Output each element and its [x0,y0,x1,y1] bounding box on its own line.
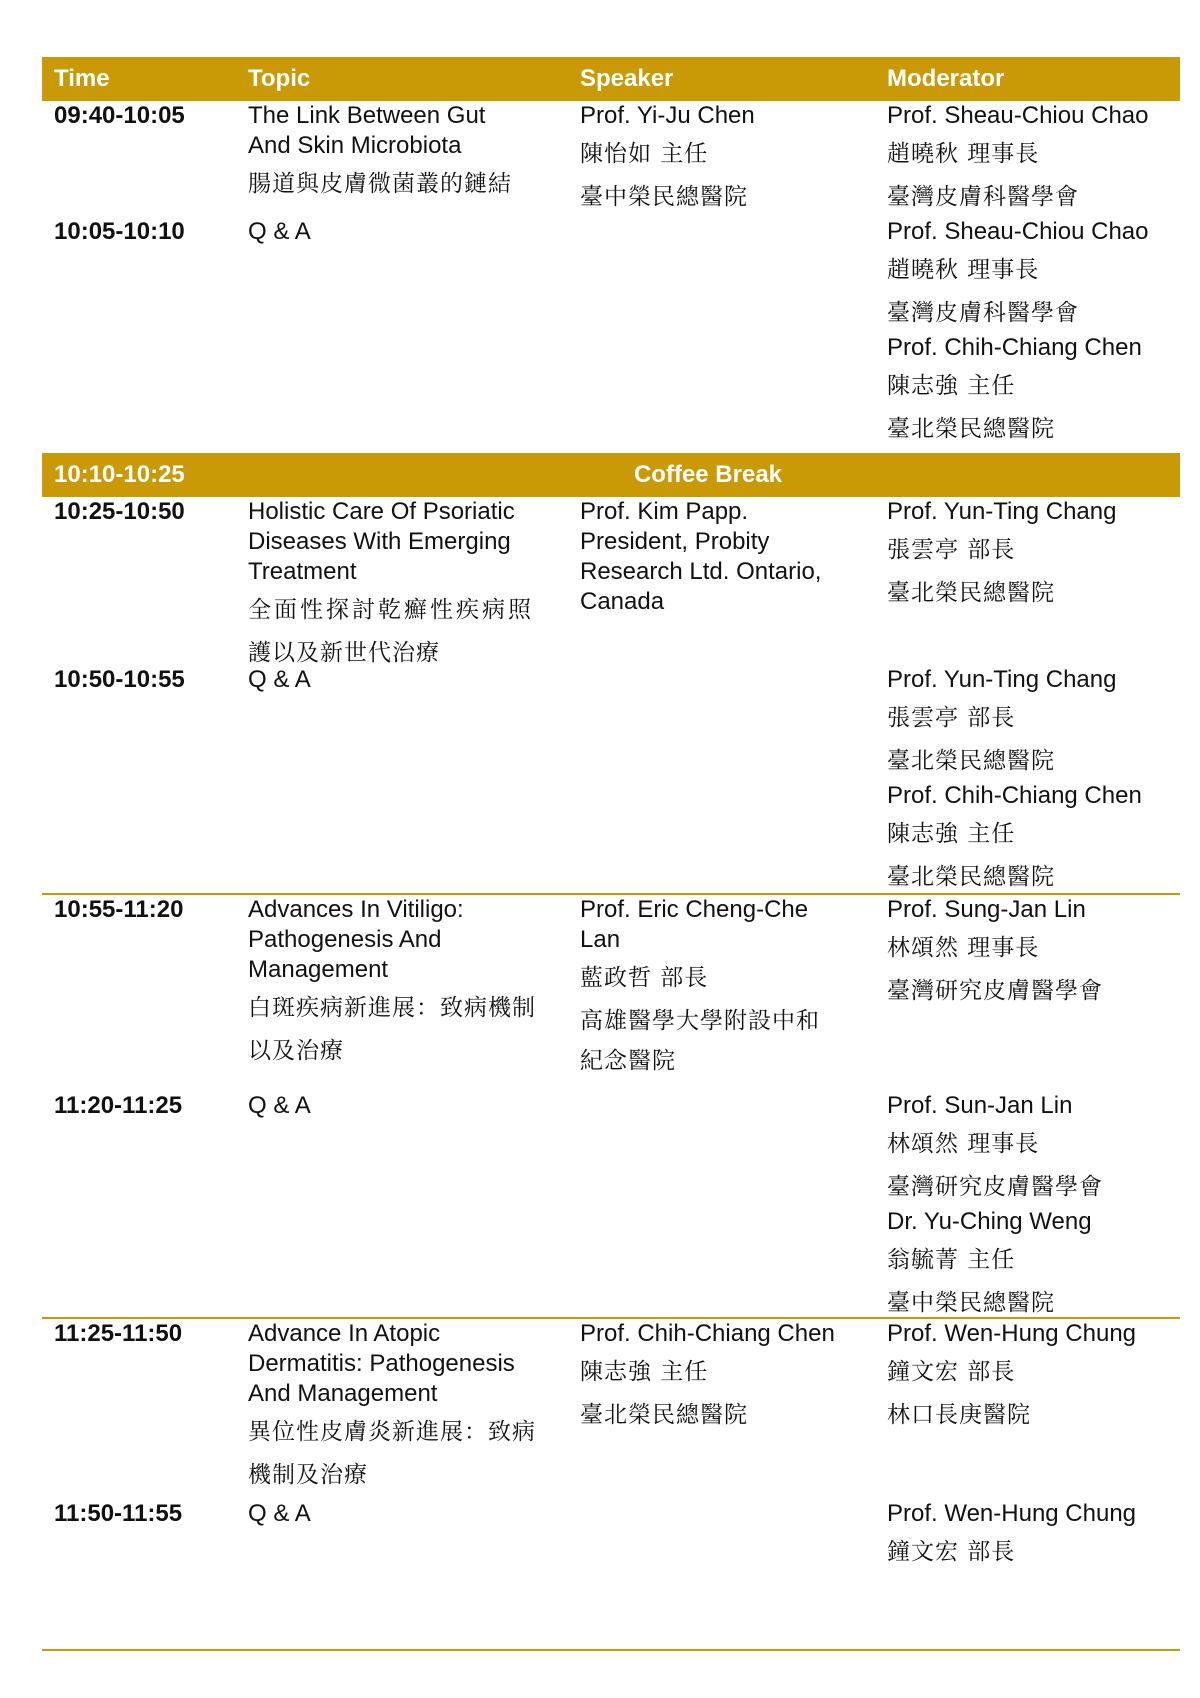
header-time: Time [54,65,110,92]
break-label: Coffee Break [633,461,783,488]
time-cell: 11:25-11:50 [54,1320,183,1347]
topic-zh-line: 白斑疾病新進展：致病機制 [248,995,536,1021]
topic-zh-line: 護以及新世代治療 [248,640,440,666]
moderator-cell [875,665,1180,897]
time-cell: 10:05-10:10 [54,218,185,245]
topic-zh-line: 全面性探討乾癬性疾病照 [248,597,534,623]
moderator-name: Prof. Chih-Chiang Chen [887,334,1142,361]
moderator-zh-line: 臺北榮民總醫院 [887,580,1055,606]
topic-line: Q & A [248,218,311,245]
moderator-zh-line: 臺北榮民總醫院 [887,864,1055,890]
topic-zh-line: 異位性皮膚炎新進展：致病 [248,1419,536,1445]
topic-line: Q & A [248,1092,311,1119]
moderator-zh-line: 鐘文宏 部長 [887,1359,1016,1385]
speaker-line: Canada [580,588,665,615]
speaker-cell [568,497,875,673]
moderator-zh-line: 臺灣皮膚科醫學會 [887,184,1079,210]
table-header [42,57,1180,101]
speaker-cell [568,895,875,1091]
moderator-cell [875,497,1180,673]
moderator-cell [875,1319,1180,1499]
table-row [42,1317,1180,1499]
time-cell: 11:50-11:55 [54,1500,183,1527]
moderator-zh-line: 林口長庚醫院 [887,1402,1031,1428]
moderator-zh-line: 臺灣研究皮膚醫學會 [887,1174,1103,1200]
table-row [42,1091,1180,1315]
header-topic: Topic [248,65,311,92]
table-bottom-rule [42,1649,1180,1651]
table-row [42,101,1180,217]
topic-cell [236,497,568,673]
speaker-line: Prof. Kim Papp. [580,498,749,525]
topic-line: Pathogenesis And [248,926,442,953]
moderator-zh-line: 趙曉秋 理事長 [887,257,1040,283]
speaker-zh-line: 高雄醫學大學附設中和 [580,1008,820,1034]
topic-line: Dermatitis: Pathogenesis [248,1350,515,1377]
moderator-zh-line: 翁毓菁 主任 [887,1247,1016,1273]
moderator-name: Dr. Yu-Ching Weng [887,1208,1092,1235]
topic-cell [236,1091,568,1323]
moderator-name: Prof. Sheau-Chiou Chao [887,218,1149,245]
moderator-cell [875,1499,1180,1579]
moderator-name: Prof. Chih-Chiang Chen [887,782,1142,809]
topic-zh-line: 腸道與皮膚微菌叢的鏈結 [248,171,512,197]
moderator-zh-line: 臺北榮民總醫院 [887,748,1055,774]
moderator-cell [875,217,1180,449]
topic-line: Holistic Care Of Psoriatic [248,498,515,525]
moderator-cell [875,895,1180,1091]
moderator-cell [875,1091,1180,1323]
topic-line: And Management [248,1380,438,1407]
time-cell: 10:55-11:20 [54,896,184,923]
topic-line: Q & A [248,1500,311,1527]
moderator-zh-line: 林頌然 理事長 [887,935,1040,961]
moderator-zh-line: 臺中榮民總醫院 [887,1290,1055,1316]
topic-line: Q & A [248,666,311,693]
moderator-zh-line: 趙曉秋 理事長 [887,141,1040,167]
time-cell: 10:50-10:55 [54,666,185,693]
topic-zh-line: 以及治療 [248,1038,344,1064]
moderator-zh-line: 臺北榮民總醫院 [887,416,1055,442]
speaker-cell [568,217,875,449]
moderator-zh-line: 張雲亭 部長 [887,537,1016,563]
speaker-cell [568,1091,875,1323]
speaker-zh-line: 紀念醫院 [580,1048,676,1074]
speaker-zh-line: 臺北榮民總醫院 [580,1402,748,1428]
moderator-zh-line: 張雲亭 部長 [887,705,1016,731]
topic-cell [236,665,568,897]
speaker-zh-line: 陳怡如 主任 [580,141,709,167]
time-cell: 10:25-10:50 [54,498,185,525]
table-row [42,497,1180,665]
break-time: 10:10-10:25 [54,461,185,488]
coffee-break-row [42,453,1180,497]
speaker-cell [568,665,875,897]
moderator-name: Prof. Wen-Hung Chung [887,1320,1137,1347]
moderator-cell [875,101,1180,217]
header-moderator: Moderator [887,65,1005,92]
speaker-name: Prof. Yi-Ju Chen [580,102,755,129]
speaker-line: Research Ltd. Ontario, [580,558,822,585]
table-row [42,1499,1180,1579]
topic-line: Advances In Vitiligo: [248,896,464,923]
moderator-zh-line: 陳志強 主任 [887,821,1016,847]
moderator-zh-line: 陳志強 主任 [887,373,1016,399]
moderator-name: Prof. Sun-Jan Lin [887,1092,1073,1119]
time-cell: 11:20-11:25 [54,1092,183,1119]
speaker-name: Prof. Chih-Chiang Chen [580,1320,835,1347]
topic-line: Advance In Atopic [248,1320,441,1347]
speaker-zh-line: 陳志強 主任 [580,1359,709,1385]
moderator-zh-line: 臺灣皮膚科醫學會 [887,300,1079,326]
speaker-line: Prof. Eric Cheng-Che [580,896,809,923]
agenda-table [42,57,1180,1579]
header-speaker: Speaker [580,65,674,92]
topic-line: The Link Between Gut [248,102,486,129]
moderator-zh-line: 鐘文宏 部長 [887,1539,1016,1565]
moderator-name: Prof. Wen-Hung Chung [887,1500,1137,1527]
moderator-name: Prof. Yun-Ting Chang [887,498,1117,525]
topic-line: And Skin Microbiota [248,132,462,159]
topic-cell [236,101,568,217]
moderator-zh-line: 臺灣研究皮膚醫學會 [887,978,1103,1004]
moderator-name: Prof. Sung-Jan Lin [887,896,1086,923]
topic-cell [236,895,568,1091]
speaker-line: Lan [580,926,621,953]
moderator-zh-line: 林頌然 理事長 [887,1131,1040,1157]
moderator-name: Prof. Yun-Ting Chang [887,666,1117,693]
topic-line: Diseases With Emerging [248,528,511,555]
speaker-zh-line: 臺中榮民總醫院 [580,184,748,210]
time-cell: 09:40-10:05 [54,102,185,129]
table-row [42,893,1180,1091]
topic-cell [236,1499,568,1579]
topic-zh-line: 機制及治療 [248,1462,368,1488]
speaker-zh-line: 藍政哲 部長 [580,965,709,991]
topic-cell [236,217,568,449]
moderator-name: Prof. Sheau-Chiou Chao [887,102,1149,129]
speaker-cell [568,101,875,217]
speaker-line: President, Probity [580,528,770,555]
table-row [42,665,1180,891]
speaker-cell [568,1319,875,1499]
topic-line: Management [248,956,389,983]
topic-cell [236,1319,568,1499]
speaker-cell [568,1499,875,1579]
table-row [42,217,1180,449]
topic-line: Treatment [248,558,357,585]
